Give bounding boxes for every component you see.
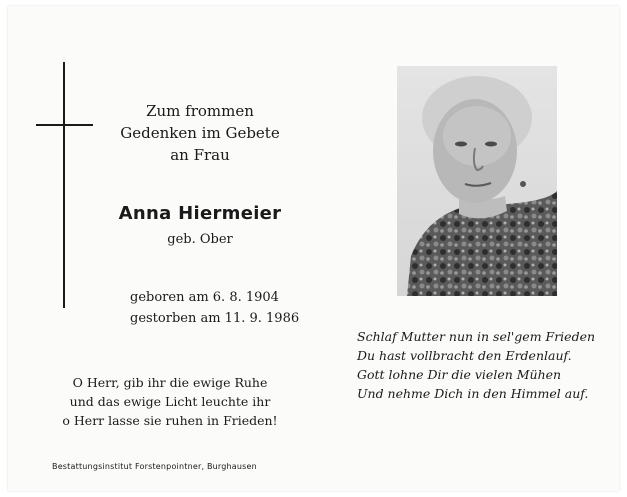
prayer-line: o Herr lasse sie ruhen in Frieden! — [62, 413, 278, 428]
prayer-line: O Herr, gib ihr die ewige Ruhe — [72, 375, 268, 390]
poem-line: Und nehme Dich in den Himmel auf. — [357, 386, 589, 401]
maiden-name: geb. Ober — [167, 232, 233, 247]
cross-horizontal-bar — [36, 124, 93, 126]
poem-line: Gott lohne Dir die vielen Mühen — [357, 367, 562, 382]
portrait-illustration — [397, 66, 557, 296]
intro-text — [110, 100, 290, 166]
prayer-text — [40, 373, 300, 430]
life-dates — [130, 287, 299, 329]
portrait-photo — [397, 66, 557, 296]
death-date: gestorben am 11. 9. 1986 — [130, 311, 300, 326]
intro-line: an Frau — [170, 146, 230, 164]
deceased-name: Anna Hiermeier — [118, 203, 282, 224]
prayer-line: und das ewige Licht leuchte ihr — [69, 394, 271, 409]
intro-line: Zum frommen — [146, 102, 254, 120]
poem-text — [357, 327, 595, 403]
funeral-home-footer: Bestattungsinstitut Forstenpointner, Burghausen — [52, 462, 257, 471]
poem-line: Du hast vollbracht den Erdenlauf. — [357, 348, 572, 363]
cross-vertical-bar — [63, 62, 65, 308]
birth-date: geboren am 6. 8. 1904 — [130, 290, 279, 305]
intro-line: Gedenken im Gebete — [120, 124, 280, 142]
poem-line: Schlaf Mutter nun in sel'gem Frieden — [357, 329, 596, 344]
